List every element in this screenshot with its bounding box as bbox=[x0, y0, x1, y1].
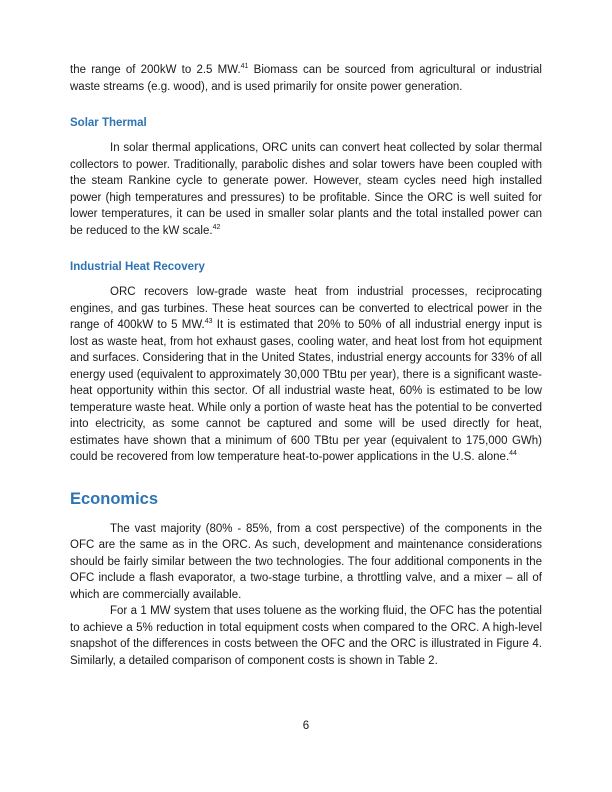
paragraph-economics-1: The vast majority (80% - 85%, from a cost perspective) of the components in the OFC are the same as in the ORC. As such, development and maintenance considerations should be fairly similar between the two technologies. The four additional components in the OFC include a flash evaporator, a two-stage turbine, a throttling valve, and a mixer – all of which are commercially available. bbox=[70, 522, 542, 601]
footnote-ref-41: 41 bbox=[240, 63, 249, 71]
text-run: ORC recovers low-grade waste heat from industrial processes, reciprocating engines, and gas turbines. These heat sources can be converted to electrical power in the range of 400kW to 5 MW. bbox=[70, 286, 542, 331]
text-run: the range of 200kW to 2.5 MW. bbox=[70, 64, 241, 76]
heading-industrial-heat-recovery: Industrial Heat Recovery bbox=[70, 261, 205, 273]
footnote-ref-42: 42 bbox=[212, 223, 221, 231]
heading-solar-thermal: Solar Thermal bbox=[70, 117, 147, 129]
paragraph-industrial-heat-recovery bbox=[70, 284, 542, 466]
heading-economics: Economics bbox=[70, 489, 159, 508]
text-run: Biomass can be sourced from agricultural or industrial waste streams (e.g. wood), and is used primarily for onsite power generation. bbox=[70, 64, 542, 93]
footnote-ref-43: 43 bbox=[204, 318, 213, 326]
footnote-ref-44: 44 bbox=[509, 450, 517, 458]
paragraph-economics-2: For a 1 MW system that uses toluene as the working fluid, the OFC has the potential to achieve a 5% reduction in total equipment costs when compared to the ORC. A high-level snapshot of the differences in costs between the OFC and the ORC is illustrated in Figure 4. Similarly, a detailed comparison of component costs is shown in Table 2. bbox=[70, 605, 542, 667]
page-content bbox=[70, 62, 542, 669]
paragraph-biomass-continuation bbox=[70, 62, 542, 95]
text-run: In solar thermal applications, ORC units can convert heat collected by solar thermal collectors to power. Traditionally, parabolic dishes and solar towers have been coupled with the steam Rankine cycle to generate power. However, steam cycles need high installed power (high temperatures and pressures) to be profitable. Since the ORC is well suited for lower temperatures, it can be used in smaller solar plants and the total installed power can be reduced to the kW scale. bbox=[70, 142, 542, 237]
text-run: It is estimated that 20% to 50% of all industrial energy input is lost as waste heat, from hot exhaust gases, cooling water, and heat lost from hot equipment and surfaces. Considering that in the United States, industrial energy accounts for 33% of all energy used (equivalent to approximately 30,000 TBtu per year), there is a significant waste-heat opportunity within this sector. Of all industrial waste heat, 60% is estimated to be low temperature waste heat. While only a portion of waste heat has the potential to be converted into electricity, as some cannot be captured and some will be used directly for heat, estimates have shown that a minimum of 600 TBtu per year (equivalent to 175,000 GWh) could be recovered from low temperature heat-to-power applications in the U.S. alone. bbox=[70, 319, 542, 463]
paragraph-solar-thermal bbox=[70, 140, 542, 239]
page-number: 6 bbox=[302, 720, 310, 732]
